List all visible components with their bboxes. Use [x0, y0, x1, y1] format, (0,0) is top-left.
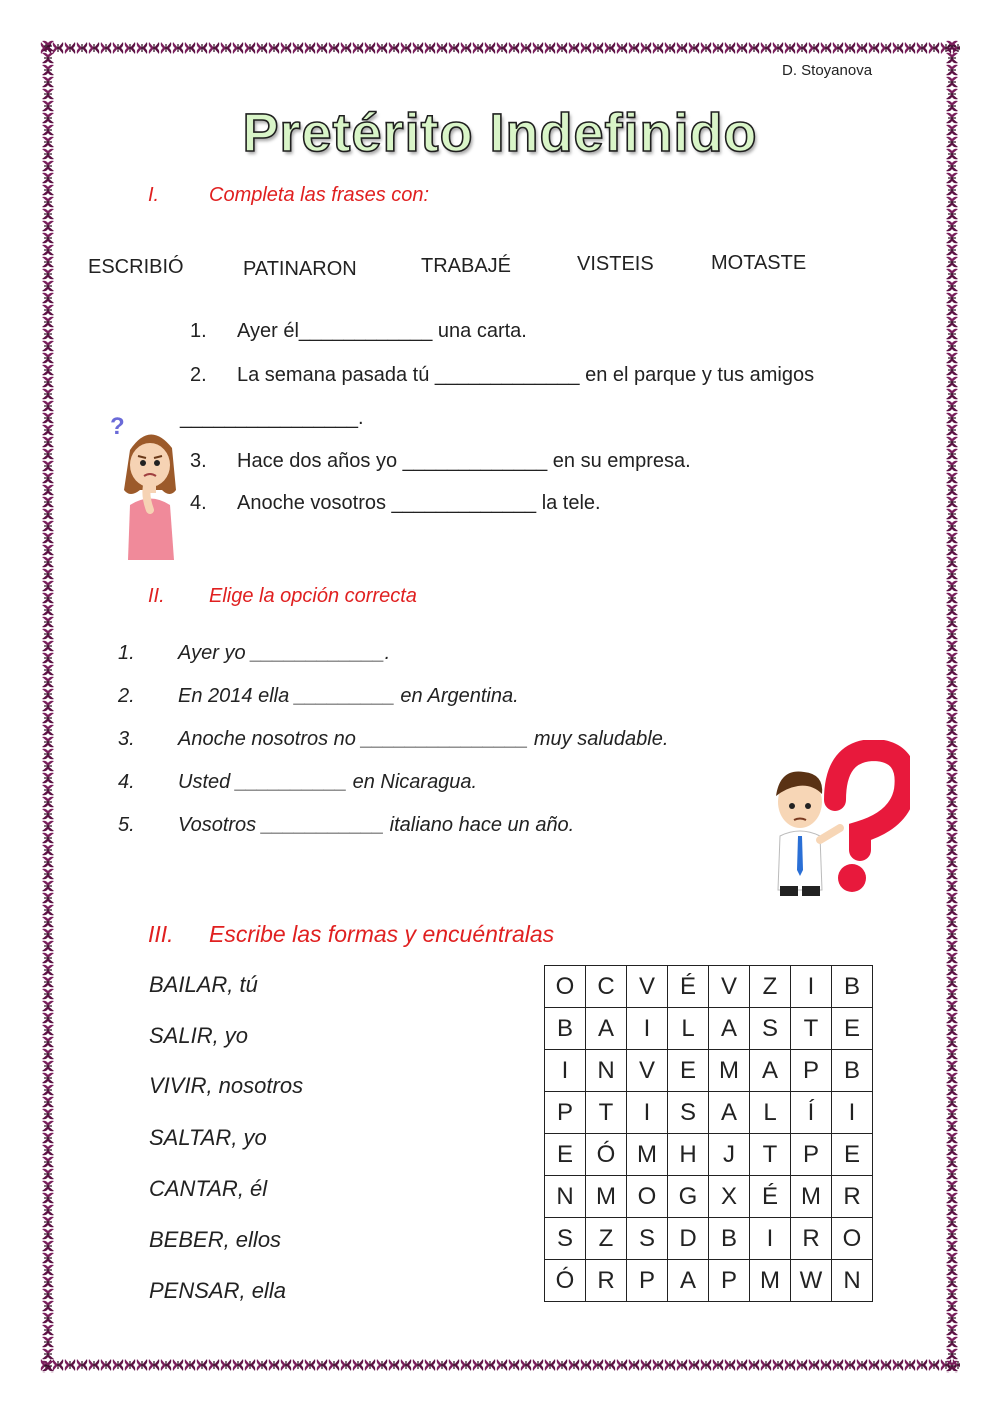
grid-cell[interactable]: B	[709, 1218, 750, 1260]
grid-row	[545, 1176, 873, 1218]
verb-prompt: VIVIR, nosotros	[149, 1073, 304, 1098]
grid-cell[interactable]: H	[668, 1134, 709, 1176]
grid-cell[interactable]: T	[750, 1134, 791, 1176]
grid-cell[interactable]: S	[750, 1008, 791, 1050]
grid-cell[interactable]: D	[668, 1218, 709, 1260]
grid-row	[545, 1218, 873, 1260]
grid-cell[interactable]: G	[668, 1176, 709, 1218]
grid-cell[interactable]: B	[832, 966, 873, 1008]
grid-cell[interactable]: S	[545, 1218, 586, 1260]
exercise-1-sentence: Anoche vosotros _____________ la tele.	[237, 492, 601, 514]
grid-cell[interactable]: T	[791, 1008, 832, 1050]
word-bank-item: VISTEIS	[577, 253, 654, 275]
confused-girl-illustration	[100, 410, 190, 560]
grid-cell[interactable]: C	[586, 966, 627, 1008]
word-bank-item: PATINARON	[243, 258, 357, 280]
grid-row	[545, 1260, 873, 1302]
exercise-1-number: 3.	[190, 450, 207, 472]
grid-row	[545, 1134, 873, 1176]
grid-cell[interactable]: Z	[586, 1218, 627, 1260]
section-3-number: III.	[148, 921, 174, 947]
grid-cell[interactable]: E	[832, 1008, 873, 1050]
butterfly-border-bottom	[40, 1357, 960, 1373]
grid-cell[interactable]: W	[791, 1260, 832, 1302]
word-bank-item: ESCRIBIÓ	[88, 256, 184, 278]
grid-cell[interactable]: M	[627, 1134, 668, 1176]
grid-cell[interactable]: A	[668, 1260, 709, 1302]
exercise-2-sentence: Anoche nosotros no _______________ muy saludable.	[178, 728, 669, 750]
section-1-title: Completa las frases con:	[209, 184, 430, 206]
grid-cell[interactable]: Ó	[545, 1260, 586, 1302]
grid-cell[interactable]: I	[832, 1092, 873, 1134]
section-2-title: Elige la opción correcta	[209, 585, 417, 607]
grid-cell[interactable]: M	[791, 1176, 832, 1218]
grid-cell[interactable]: S	[668, 1092, 709, 1134]
grid-cell[interactable]: E	[832, 1134, 873, 1176]
butterfly-border-left	[40, 40, 56, 1373]
grid-cell[interactable]: É	[668, 966, 709, 1008]
grid-cell[interactable]: R	[791, 1218, 832, 1260]
verb-prompt: BEBER, ellos	[149, 1227, 282, 1252]
exercise-2-sentence: Ayer yo ____________.	[178, 642, 391, 664]
grid-cell[interactable]: P	[627, 1260, 668, 1302]
svg-text:?: ?	[110, 413, 125, 440]
grid-cell[interactable]: V	[627, 1050, 668, 1092]
grid-cell[interactable]: X	[709, 1176, 750, 1218]
grid-row	[545, 1008, 873, 1050]
grid-cell[interactable]: N	[545, 1176, 586, 1218]
grid-cell[interactable]: A	[750, 1050, 791, 1092]
verb-prompt: PENSAR, ella	[149, 1278, 286, 1303]
grid-cell[interactable]: M	[750, 1260, 791, 1302]
word-bank-item: MOTASTE	[711, 252, 807, 274]
grid-cell[interactable]: L	[668, 1008, 709, 1050]
grid-cell[interactable]: P	[709, 1260, 750, 1302]
word-bank-item: TRABAJÉ	[421, 255, 512, 277]
butterfly-border-top	[40, 40, 960, 56]
grid-cell[interactable]: E	[545, 1134, 586, 1176]
grid-cell[interactable]: I	[545, 1050, 586, 1092]
exercise-1-sentence: La semana pasada tú _____________ en el parque y tus amigos	[237, 364, 815, 386]
verb-prompt: CANTAR, él	[149, 1176, 268, 1201]
exercise-2-sentence: Vosotros ___________ italiano hace un año.	[178, 814, 575, 836]
exercise-2-number: 4.	[118, 771, 135, 793]
exercise-2-sentence: En 2014 ella _________ en Argentina.	[178, 685, 519, 707]
verb-prompt: BAILAR, tú	[149, 972, 258, 997]
grid-cell[interactable]: É	[750, 1176, 791, 1218]
exercise-1-sentence: Hace dos años yo _____________ en su empresa.	[237, 450, 691, 472]
grid-cell[interactable]: L	[750, 1092, 791, 1134]
exercise-2-number: 1.	[118, 642, 135, 664]
grid-cell[interactable]: P	[791, 1134, 832, 1176]
grid-cell[interactable]: O	[627, 1176, 668, 1218]
grid-cell[interactable]: Ó	[586, 1134, 627, 1176]
butterfly-border-right	[944, 40, 960, 1373]
grid-row	[545, 1092, 873, 1134]
grid-cell[interactable]: Z	[750, 966, 791, 1008]
exercise-1-number: 4.	[190, 492, 207, 514]
exercise-2-number: 2.	[118, 685, 135, 707]
grid-cell[interactable]: A	[586, 1008, 627, 1050]
grid-cell[interactable]: I	[627, 1008, 668, 1050]
word-search-grid	[544, 965, 873, 1302]
grid-cell[interactable]: M	[709, 1050, 750, 1092]
section-1-number: I.	[148, 184, 160, 206]
grid-cell[interactable]: I	[791, 966, 832, 1008]
grid-row	[545, 966, 873, 1008]
exercise-2-number: 3.	[118, 728, 135, 750]
exercise-2-number: 5.	[118, 814, 135, 836]
grid-cell[interactable]: A	[709, 1092, 750, 1134]
grid-cell[interactable]: Í	[791, 1092, 832, 1134]
grid-cell[interactable]: P	[791, 1050, 832, 1092]
exercise-2-sentence: Usted __________ en Nicaragua.	[178, 771, 478, 793]
exercise-1-number: 2.	[190, 364, 207, 386]
grid-cell[interactable]: V	[627, 966, 668, 1008]
grid-cell[interactable]: R	[832, 1176, 873, 1218]
grid-cell[interactable]: A	[709, 1008, 750, 1050]
grid-cell[interactable]: E	[668, 1050, 709, 1092]
verb-prompt: SALTAR, yo	[149, 1125, 267, 1150]
grid-cell[interactable]: T	[586, 1092, 627, 1134]
section-2-number: II.	[148, 585, 165, 607]
grid-cell[interactable]: S	[627, 1218, 668, 1260]
grid-cell[interactable]: P	[545, 1092, 586, 1134]
grid-cell[interactable]: V	[709, 966, 750, 1008]
grid-cell[interactable]: R	[586, 1260, 627, 1302]
grid-cell[interactable]: N	[832, 1260, 873, 1302]
grid-cell[interactable]: N	[586, 1050, 627, 1092]
author-name: D. Stoyanova	[782, 62, 873, 79]
grid-cell[interactable]: B	[832, 1050, 873, 1092]
page-title: Pretérito Indefinido	[242, 103, 758, 163]
section-3-title: Escribe las formas y encuéntralas	[209, 921, 555, 947]
grid-cell[interactable]: I	[750, 1218, 791, 1260]
grid-cell[interactable]: O	[832, 1218, 873, 1260]
exercise-1-sentence: Ayer él____________ una carta.	[237, 320, 527, 342]
exercise-1-number: 1.	[190, 320, 207, 342]
verb-prompt: SALIR, yo	[149, 1023, 249, 1048]
grid-cell[interactable]: I	[627, 1092, 668, 1134]
grid-cell[interactable]: M	[586, 1176, 627, 1218]
grid-cell[interactable]: B	[545, 1008, 586, 1050]
grid-cell[interactable]: J	[709, 1134, 750, 1176]
grid-cell[interactable]: O	[545, 966, 586, 1008]
grid-row	[545, 1050, 873, 1092]
exercise-1-sentence-continued: ________________.	[180, 407, 364, 429]
question-man-illustration	[740, 740, 910, 900]
